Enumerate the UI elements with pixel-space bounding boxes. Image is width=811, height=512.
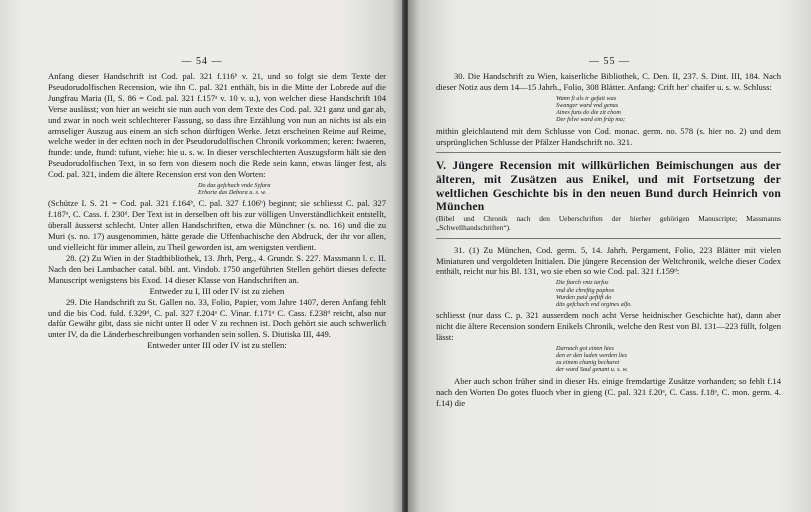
- right-paragraph-2: mithin gleichlautend mit dem Schlusse von Cod. monac. germ. no. 578 (s. hier no. 2) und dem ursprünglichen Schlusse der Pfälzer Handschrift no. 321.: [436, 125, 781, 147]
- section-heading-subtitle: (Bibel und Chronik nach den Ueberschriften der hierher gehörigen Manuscripte; Massmanns „Schwellhandschriften“).: [436, 213, 781, 233]
- right-paragraph-30: 30. Die Handschrift zu Wien, kaiserliche Bibliothek, C. Den. II, 237. S. Dint. III, 184. Nach dieser Notiz aus dem 14—15 Jahrh., Folio, 308 Blätter. Anfang: Crift her' chaifer u. s. w. Schluss:: [436, 71, 781, 92]
- right-verse-quote-3: [556, 345, 781, 374]
- verse-line: Die ftarch vntz tarfus: [556, 279, 609, 287]
- section-divider: [436, 152, 781, 153]
- left-paragraph-1: Anfang dieser Handschrift ist Cod. pal. 321 f.116ᵇ v. 21, und so folgt sie dem Texte der Pseudorudolfischen Recension, wie ihn C. pal. 321 enthält, bis in die Mitte der Lobrede auf die Jungfrau Maria (II, S. 86 = Cod. pal. 321 f.157ᵃ v. 10 v. u.), von welcher diese Handschrift 104 Verse auslässt; von hier an weicht sie nun auch von dem Texte des Cod. pal. 321 ganz und gar ab, und zwar in noch weit schlechterer Fassung, so dass ihre Erzählung von nun an nichts ist als ein armseliger Auszug aus einem an sich schon dürftigen Werke. Jetzt erscheinen Reime auf Reime, welche weder in der echten noch in der Pseudorudolfischen Chronik vorkommen; keren: fwaeren, ftunde: unde, ftund: tufunt, viehe: hie u. s. w. In dieser verschlechterten Auszugsform hält sie den Pseudorudolfischen Text, in so fern von diesem noch die Rede sein kann, etwas länger fest, als Cod. pal. 321, indem die ältere Recension erst von den Worten:: [48, 71, 386, 180]
- verse-line: Der felve ward ein frúp ma;: [556, 116, 626, 124]
- verse-line: Wurden paid geftift do: [556, 293, 612, 301]
- left-page-number: — 54 —: [181, 56, 223, 67]
- verse-line: Darnach got einen hies: [556, 344, 614, 352]
- verse-line: dits gefchach vnd orgines alfo.: [556, 300, 632, 308]
- left-text-column: [48, 71, 386, 351]
- verse-line: Aines funs do die zit chom: [556, 109, 621, 117]
- verse-line: der ward Saul genant u. s. w.: [556, 366, 628, 374]
- verse-line: den er den luden werden lies: [556, 352, 628, 360]
- right-text-column: [436, 71, 781, 408]
- left-paragraph-28: 28. (2) Zu Wien in der Stadtbibliothek, 13. Jhrh, Perg., 4. Grundr. S. 227. Massmann l. c. II. Nach den bei Lambacher catal. bibl. ant. Vindob. 1750 angeführten Stellen gehört dieses defecte Manuscript wenigstens bis Exod. 14 dieser Klasse von Handschriften an.: [48, 253, 386, 285]
- verse-line: Swanger ward vnd genas: [556, 102, 619, 110]
- left-section-note-2: Entweder unter III oder IV ist zu stellen:: [147, 340, 287, 351]
- verse-line: Do daz gefchach vnde Syfara: [198, 182, 271, 190]
- right-verse-quote-2: [556, 279, 781, 308]
- left-paragraph-29: 29. Die Handschrift zu St. Gallen no. 33, Folio, Papier, vom Jahre 1407, deren Anfang fehlt und die bis Cod. fuld. f.329ᵈ, C. pal. 327 f.204ᵃ C. Vinar. f.171ᵃ C. Cass. f.238ᵈ reicht, also nur dafür Gewähr gibt, dass sie nicht unter II oder V zu rechnen ist. Doch gehört sie auch schwerlich unter IV, da die Länderbeschreibungen vorhanden sein sollen. S. Diutiska III, 449.: [48, 296, 386, 340]
- verse-line: Erhorte das Debora u. s. w.: [198, 189, 267, 197]
- verse-line: Wann fi als ir gefait was: [556, 94, 617, 102]
- right-verse-quote-1: [556, 95, 781, 124]
- right-page-number: — 55 —: [589, 56, 630, 67]
- right-paragraph-4: schliesst (nur dass C. p. 321 ausserdem noch acht Verse heidnischer Geschichte hat), dann aber nicht die ältere Recension sondern Enikels Chronik, welche den Rest von Bl. 131—223 füllt, folgen lässt:: [436, 310, 781, 342]
- verse-line: zu einem chunig becharet: [556, 359, 620, 367]
- left-paragraph-2: (Schütze I. S. 21 = Cod. pal. 321 f.164ᵇ, C. pal. 327 f.106ᵇ) beginnt; sie schliesst C. pal. 327 f.187ᵃ, C. Cass. f. 230ᵈ. Der Text ist in derselben oft bis zur völligen Unverständlichkeit entstellt, überall äusserst schlecht. Unter allen Handschriften, etwa die Münchner (s. no. 16) und die zu Muri (s. no. 17) ausgenommen, hätte gerade die Uffenbachische den Abdruck, der ihr vor allen, und vielleicht für immer allein, zu Theil geworden ist, am wenigsten verdient.: [48, 198, 386, 253]
- section-heading-v: V. Jüngere Recension mit willkürlichen Beimischungen aus der älteren, mit Zusätzen aus Enikel, und mit Fortsetzung der weltlichen Geschichte bis in den neuen Bund durch Heinrich von München: [436, 159, 781, 214]
- left-verse-quote: [198, 182, 386, 196]
- right-paragraph-31: 31. (1) Zu München, Cod. germ. 5, 14. Jahrh. Pergament, Folio, 223 Blätter mit vielen Miniaturen und vergoldeten Initialen. Die jüngere Recension der Weltchronik, welche dieser Codex enthält, reicht nur bis Bl. 131, wo sie eben so wie Cod. pal. 321 f.159ᵈ:: [436, 244, 781, 277]
- verse-line: vnd die chreftig paphos: [556, 286, 615, 294]
- left-page: [0, 0, 404, 512]
- right-paragraph-5: Aber auch schon früher sind in dieser Hs. einige fremdartige Zusätze vorhanden; so fehlt f.14 nach den Worten Do gotes fluoch vber in gieng (C. pal. 321 f.20ᵃ, C. Cass. f.18ᵃ, C. mon. germ. 4. f.14) die: [436, 375, 781, 408]
- left-section-note-1: Entweder zu I, III oder IV ist zu ziehen: [149, 285, 285, 296]
- section-divider: [436, 238, 781, 239]
- right-page: [408, 0, 811, 512]
